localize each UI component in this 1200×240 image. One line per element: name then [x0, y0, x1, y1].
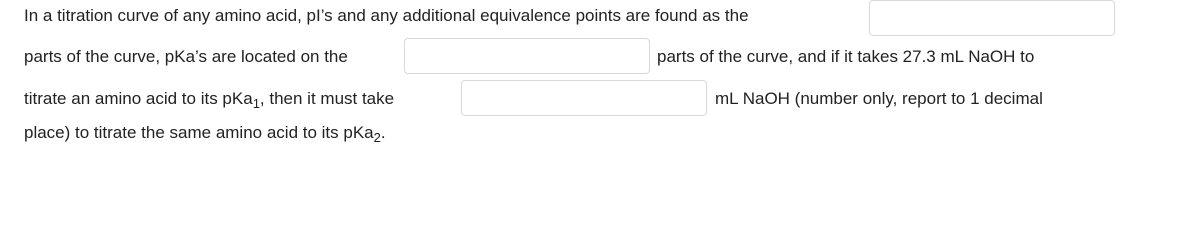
question-line-2-start: parts of the curve, pKa’s are located on the — [24, 47, 348, 66]
line-4-text: place) to titrate the same amino acid to its pKa — [24, 123, 374, 142]
line-4-period: . — [380, 123, 386, 142]
question-line-3-end: mL NaOH (number only, report to 1 decimal — [715, 89, 1043, 108]
question-line-3-start — [24, 87, 394, 111]
blank-3-input[interactable] — [461, 80, 707, 116]
line-3-text-a: titrate an amino acid to its pKa — [24, 89, 253, 108]
pka2-subscript: 2 — [373, 130, 381, 145]
question-line-4 — [24, 121, 386, 145]
question-line-1: In a titration curve of any amino acid, pI’s and any additional equivalence points are found as the — [24, 6, 749, 25]
pka1-subscript: 1 — [252, 96, 260, 111]
line-3-text-b: , then it must take — [259, 89, 395, 108]
blank-1-input[interactable] — [869, 0, 1115, 36]
question-line-2-end: parts of the curve, and if it takes 27.3 mL NaOH to — [657, 47, 1035, 66]
blank-2-input[interactable] — [404, 38, 650, 74]
